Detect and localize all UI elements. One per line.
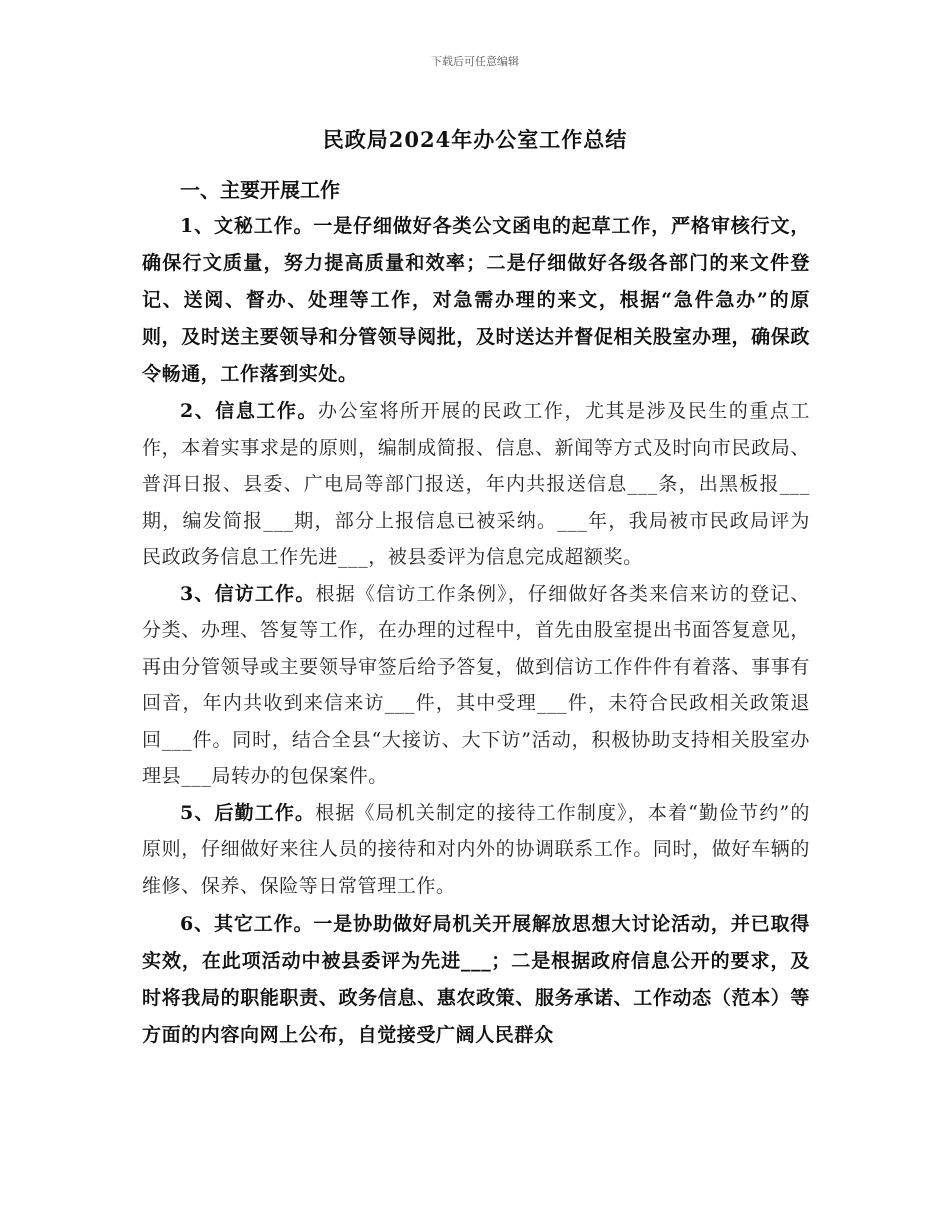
paragraph-lead: 2、信息工作。 — [180, 400, 318, 422]
document-title: 民政局2024年办公室工作总结 — [322, 127, 628, 152]
paragraph-lead: 6、其它工作。 — [180, 913, 314, 935]
paragraph-other-work — [142, 906, 810, 1054]
paragraph-logistics-work — [142, 795, 810, 905]
paragraph-body: 办公室将所开展的民政工作，尤其是涉及民生的重点工作，本着实事求是的原则，编制成简报、信息、新闻等方式及时向市民政局、普洱日报、县委、广电局等部门报送，年内共报送信息___条，出黑板报___期，编发简报___期，部分上报信息已被采纳。___年，我局被市民政局评为民政政务信息工作先进___，被县委评为信息完成超额奖。 — [142, 400, 810, 568]
paragraph-secretarial-work — [142, 208, 810, 393]
paragraph-body: 根据《局机关制定的接待工作制度》，本着“勤俭节约”的原则，仔细做好来往人员的接待和对内外的协调联系工作。同时，做好车辆的维修、保养、保险等日常管理工作。 — [142, 801, 811, 897]
paragraph-lead: 3、信访工作。 — [180, 582, 316, 605]
paragraph-lead: 5、后勤工作。 — [180, 801, 316, 824]
section-heading: 一、主要开展工作 — [180, 178, 340, 202]
paragraph-body: 一是协助做好局机关开展解放思想大讨论活动，并已取得实效，在此项活动中被县委评为先进___；二是根据政府信息公开的要求，及时将我局的职能职责、政务信息、惠农政策、服务承诺、工作动态（范本）等方面的内容向网上公布，自觉接受广阔人民群众 — [142, 913, 810, 1046]
paragraph-body: 根据《信访工作条例》，仔细做好各类来信来访的登记、分类、办理、答复等工作，在办理的过程中，首先由股室提出书面答复意见，再由分管领导或主要领导审签后给予答复，做到信访工作件件有着落、事事有回音，年内共收到来信来访___件，其中受理___件，未符合民政相关政策退回___件。同时，结合全县“大接访、大下访”活动，积极协助支持相关股室办理县___局转办的包保案件。 — [142, 582, 810, 787]
paragraph-petition-work — [142, 576, 810, 795]
paragraph-body: 一是仔细做好各类公文函电的起草工作，严格审核行文，确保行文质量，努力提高质量和效率；二是仔细做好各级各部门的来文件登记、送阅、督办、处理等工作，对急需办理的来文，根据“急件急办”的原则，及时送主要领导和分管领导阅批，及时送达并督促相关股室办理，确保政令畅通，工作落到实处。 — [142, 215, 810, 385]
paragraph-lead: 1、文秘工作。 — [180, 215, 314, 237]
paragraph-information-work — [142, 393, 810, 576]
document-body — [142, 172, 810, 1054]
header-note: 下载后可任意编辑 — [431, 55, 519, 68]
